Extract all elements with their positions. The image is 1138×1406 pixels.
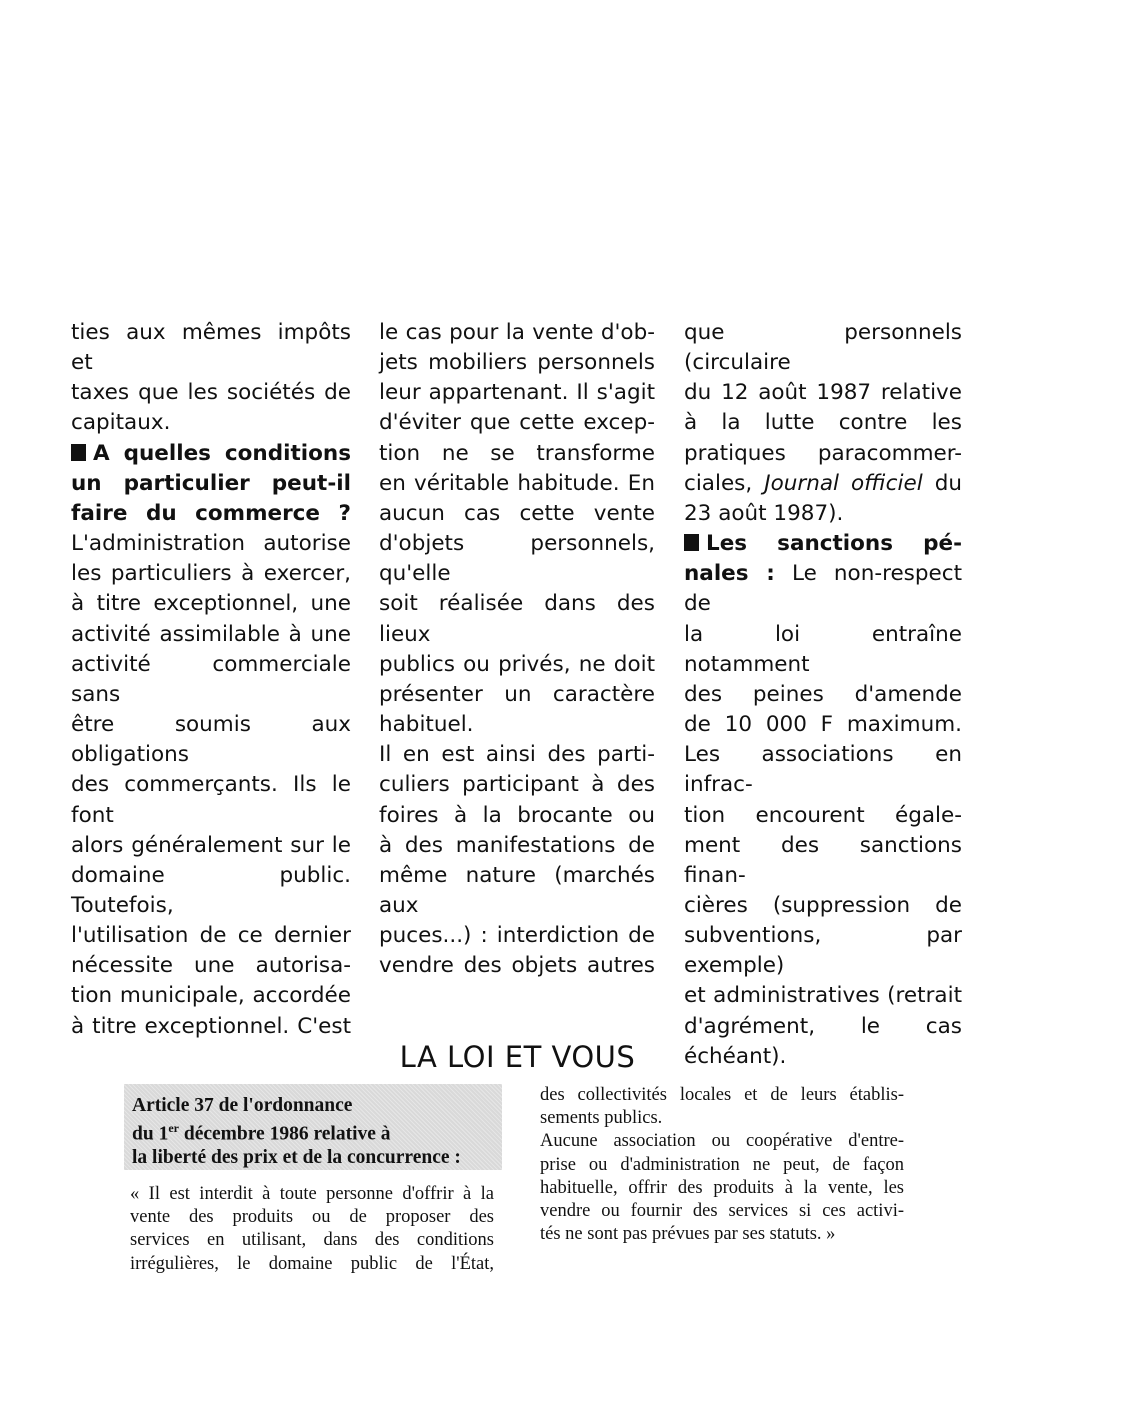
journal-citation: Journal officiel: [764, 470, 923, 496]
square-bullet-icon: [71, 444, 86, 461]
text-line: l'utilisation de ce dernier: [71, 923, 351, 949]
heading-text: A quelles conditions: [93, 440, 351, 466]
text-line: les particuliers à exercer,: [71, 561, 351, 587]
superscript: er: [168, 1121, 179, 1135]
heading-text: Les sanctions pé-: [706, 531, 962, 557]
text-line: tion municipale, accordée: [71, 983, 351, 1009]
text-line: alors généralement sur le: [71, 832, 351, 858]
text-line: subventions, par exemple): [684, 923, 962, 979]
law-text-line: Aucune association ou coopérative d'entre-: [540, 1131, 904, 1152]
text-line: à titre exceptionnel, une: [71, 591, 351, 617]
text-line: 23 août 1987).: [684, 500, 844, 526]
text-line: [684, 559, 962, 619]
text-line: domaine public. Toutefois,: [71, 862, 351, 918]
text-line: leur appartenant. Il s'agit: [379, 380, 655, 406]
text-line-with-citation: [684, 469, 962, 499]
text-line: nécessite une autorisa-: [71, 953, 351, 979]
article-column-2: [379, 318, 655, 981]
text-line: des commerçants. Ils le font: [71, 772, 351, 828]
text-line: foires à la brocante ou: [379, 802, 655, 828]
text-fragment: du: [934, 470, 963, 496]
text-line: d'objets personnels, qu'elle: [379, 531, 655, 587]
text-line: et administratives (retrait: [684, 983, 962, 1009]
text-line: présenter un caractère: [379, 681, 655, 707]
text-line: taxes que les sociétés de: [71, 380, 351, 406]
text-line: à des manifestations de: [379, 832, 655, 858]
text-line: habituel.: [379, 712, 474, 738]
article-header-line: Article 37 de l'ordonnance: [132, 1095, 353, 1116]
text-line: du 12 août 1987 relative: [684, 380, 962, 406]
article-header-line: la liberté des prix et de la concurrence :: [132, 1146, 461, 1168]
article-header: [132, 1094, 502, 1169]
text-line: tion encourent égale-: [684, 802, 962, 828]
law-text-line: vente des produits ou de proposer des: [130, 1207, 494, 1228]
law-text-line: services en utilisant, dans des conditions: [130, 1230, 494, 1251]
section-heading-sanctions: [684, 529, 962, 559]
article-header-line: [132, 1117, 502, 1146]
square-bullet-icon: [684, 534, 699, 551]
text-line: puces...) : interdiction de: [379, 923, 655, 949]
text-line: être soumis aux obligations: [71, 712, 351, 768]
text-line: pratiques paracommer-: [684, 440, 962, 466]
text-line: activité assimilable à une: [71, 621, 351, 647]
text-line: à la lutte contre les: [684, 410, 962, 436]
law-text-line: « Il est interdit à toute personne d'offrir à la: [130, 1184, 494, 1204]
article-column-1: [71, 318, 351, 1042]
text-line: Il en est ainsi des parti-: [379, 742, 655, 768]
text-line: activité commerciale sans: [71, 651, 351, 707]
text-line: aucun cas cette vente: [379, 500, 655, 526]
law-text-line: habituelle, offrir des produits à la vente, les: [540, 1177, 904, 1198]
law-text-line: prise ou d'administration ne peut, de façon: [540, 1154, 904, 1175]
text-line: en véritable habitude. En: [379, 470, 655, 496]
law-text-line: irrégulières, le domaine public de l'État,: [130, 1253, 494, 1274]
text-line: tion ne se transforme: [379, 440, 655, 466]
section-heading-line: un particulier peut-il: [71, 470, 351, 496]
text-line: échéant).: [684, 1043, 787, 1069]
law-text-line: tés ne sont pas prévues par ses statuts. »: [540, 1224, 836, 1245]
text-line: culiers participant à des: [379, 772, 655, 798]
text-line: la loi entraîne notamment: [684, 621, 962, 677]
text-line: soit réalisée dans des lieux: [379, 591, 655, 647]
text-line: le cas pour la vente d'ob-: [379, 320, 655, 345]
text-fragment: décembre 1986 relative à: [178, 1123, 391, 1145]
law-text-line: vendre ou fournir des services si ces activi-: [540, 1201, 904, 1222]
text-fragment: du 1: [132, 1123, 169, 1145]
heading-text: nales :: [684, 561, 775, 587]
text-line: jets mobiliers personnels: [379, 350, 655, 376]
text-line: que personnels (circulaire: [684, 320, 962, 376]
text-line: publics ou privés, ne doit: [379, 651, 655, 677]
text-line: L'administration autorise: [71, 531, 351, 557]
text-line: ment des sanctions finan-: [684, 832, 962, 888]
article-column-3: [684, 318, 962, 1072]
law-text-line: sements publics.: [540, 1108, 663, 1129]
text-line: Les associations en infrac-: [684, 742, 962, 798]
text-fragment: Le non-respect de: [684, 561, 962, 617]
text-line: ties aux mêmes impôts et: [71, 320, 351, 376]
law-text-right: [540, 1084, 904, 1246]
text-fragment: ciales,: [684, 470, 753, 496]
law-text-line: des collectivités locales et de leurs établis-: [540, 1085, 904, 1105]
text-line: à titre exceptionnel. C'est: [71, 1013, 351, 1039]
text-line: de 10 000 F maximum.: [684, 712, 962, 738]
text-line: cières (suppression de: [684, 892, 962, 918]
section-heading-conditions: [71, 439, 351, 469]
text-line: capitaux.: [71, 410, 171, 436]
text-line: des peines d'amende: [684, 681, 962, 707]
text-line: même nature (marchés aux: [379, 862, 655, 918]
text-line: d'éviter que cette excep-: [379, 410, 655, 436]
law-text-left: [130, 1183, 494, 1276]
text-line: d'agrément, le cas: [684, 1013, 962, 1039]
box-title: LA LOI ET VOUS: [399, 1040, 636, 1074]
section-heading-line: faire du commerce ?: [71, 500, 351, 526]
text-line: vendre des objets autres: [379, 953, 655, 979]
